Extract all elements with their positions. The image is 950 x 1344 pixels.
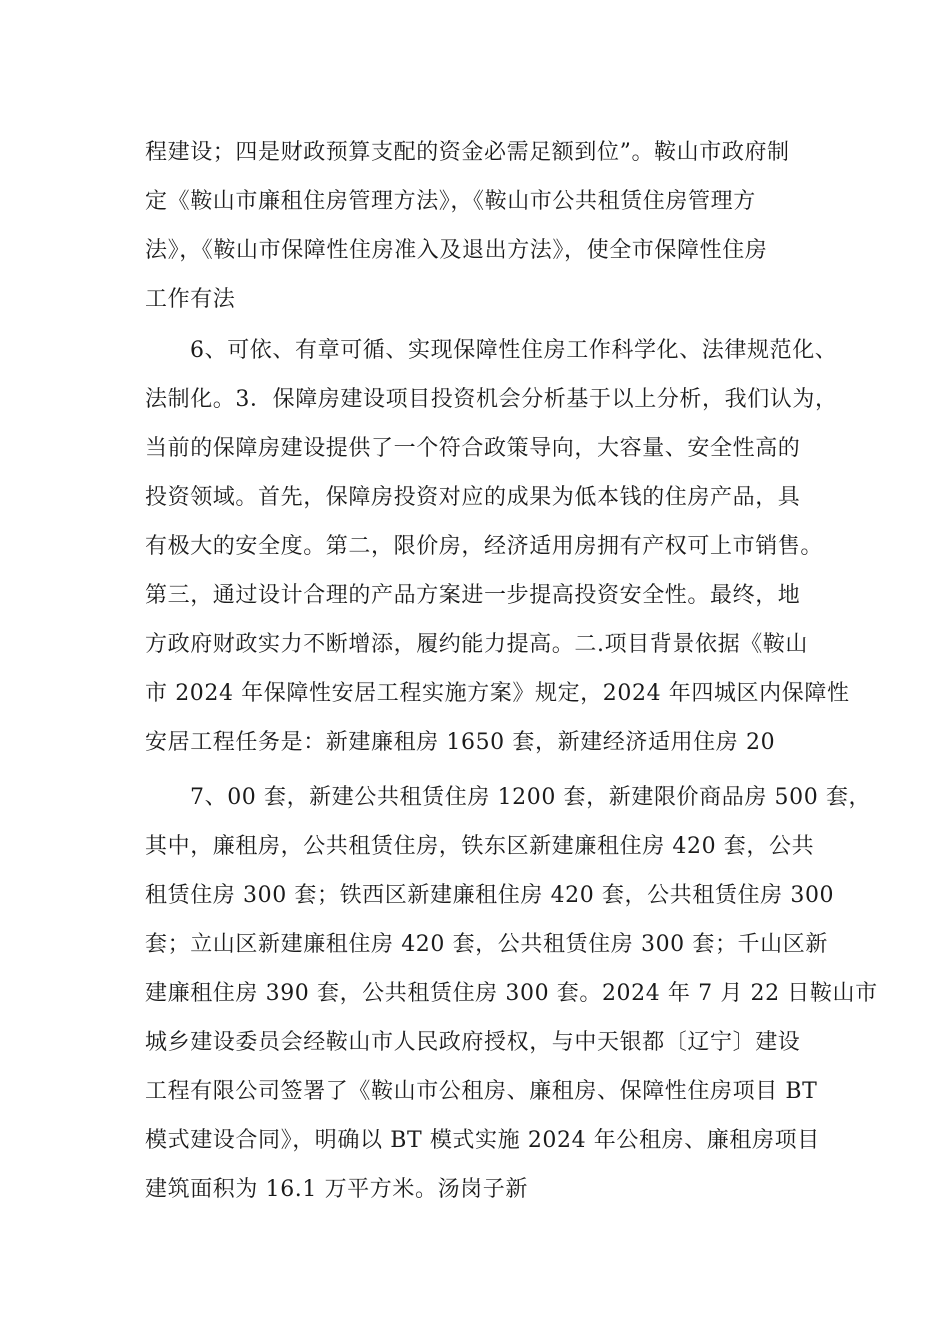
text-line: 模式建设合同》，明确以 BT 模式实施 2024 年公租房、廉租房项目 — [145, 1128, 820, 1153]
paragraph-start-line: 7、00 套，新建公共租赁住房 1200 套，新建限价商品房 500 套， — [190, 785, 872, 810]
text-line: 工作有法 — [145, 287, 236, 312]
text-line: 城乡建设委员会经鞍山市人民政府授权，与中天银都〔辽宁〕建设 — [145, 1030, 801, 1055]
text-line: 法》，《鞍山市保障性住房准入及退出方法》，使全市保障性住房 — [145, 238, 768, 263]
text-line: 租赁住房 300 套；铁西区新建廉租住房 420 套，公共租赁住房 300 — [145, 883, 835, 908]
text-line: 当前的保障房建设提供了一个符合政策导向，大容量、安全性高的 — [145, 436, 801, 461]
text-line: 建筑面积为 16.1 万平方米。汤岗子新 — [145, 1177, 528, 1202]
text-line: 安居工程任务是：新建廉租房 1650 套，新建经济适用住房 20 — [145, 730, 776, 755]
text-line: 工程有限公司签署了《鞍山市公租房、廉租房、保障性住房项目 BT — [145, 1079, 818, 1104]
text-line: 有极大的安全度。第二，限价房，经济适用房拥有产权可上市销售。 — [145, 534, 824, 559]
text-line: 第三，通过设计合理的产品方案进一步提高投资安全性。最终，地 — [145, 583, 801, 608]
text-line: 方政府财政实力不断增添，履约能力提高。二.项目背景依据《鞍山 — [145, 632, 808, 657]
paragraph-start-line: 6、可依、有章可循、实现保障性住房工作科学化、法律规范化、 — [190, 338, 838, 363]
text-line: 法制化。3．保障房建设项目投资机会分析基于以上分析，我们认为， — [145, 387, 838, 412]
text-line: 定《鞍山市廉租住房管理方法》，《鞍山市公共租赁住房管理方 — [145, 189, 756, 214]
text-line: 程建设；四是财政预算支配的资金必需足额到位”。鞍山市政府制 — [145, 140, 790, 165]
text-line: 套；立山区新建廉租住房 420 套，公共租赁住房 300 套；千山区新 — [145, 932, 828, 957]
text-line: 市 2024 年保障性安居工程实施方案》规定，2024 年四城区内保障性 — [145, 681, 850, 706]
text-line: 投资领域。首先，保障房投资对应的成果为低本钱的住房产品，具 — [145, 485, 801, 510]
text-line: 其中，廉租房，公共租赁住房，铁东区新建廉租住房 420 套，公共 — [145, 834, 815, 859]
text-line: 建廉租住房 390 套，公共租赁住房 300 套。2024 年 7 月 22 日鞍山市 — [145, 981, 878, 1006]
